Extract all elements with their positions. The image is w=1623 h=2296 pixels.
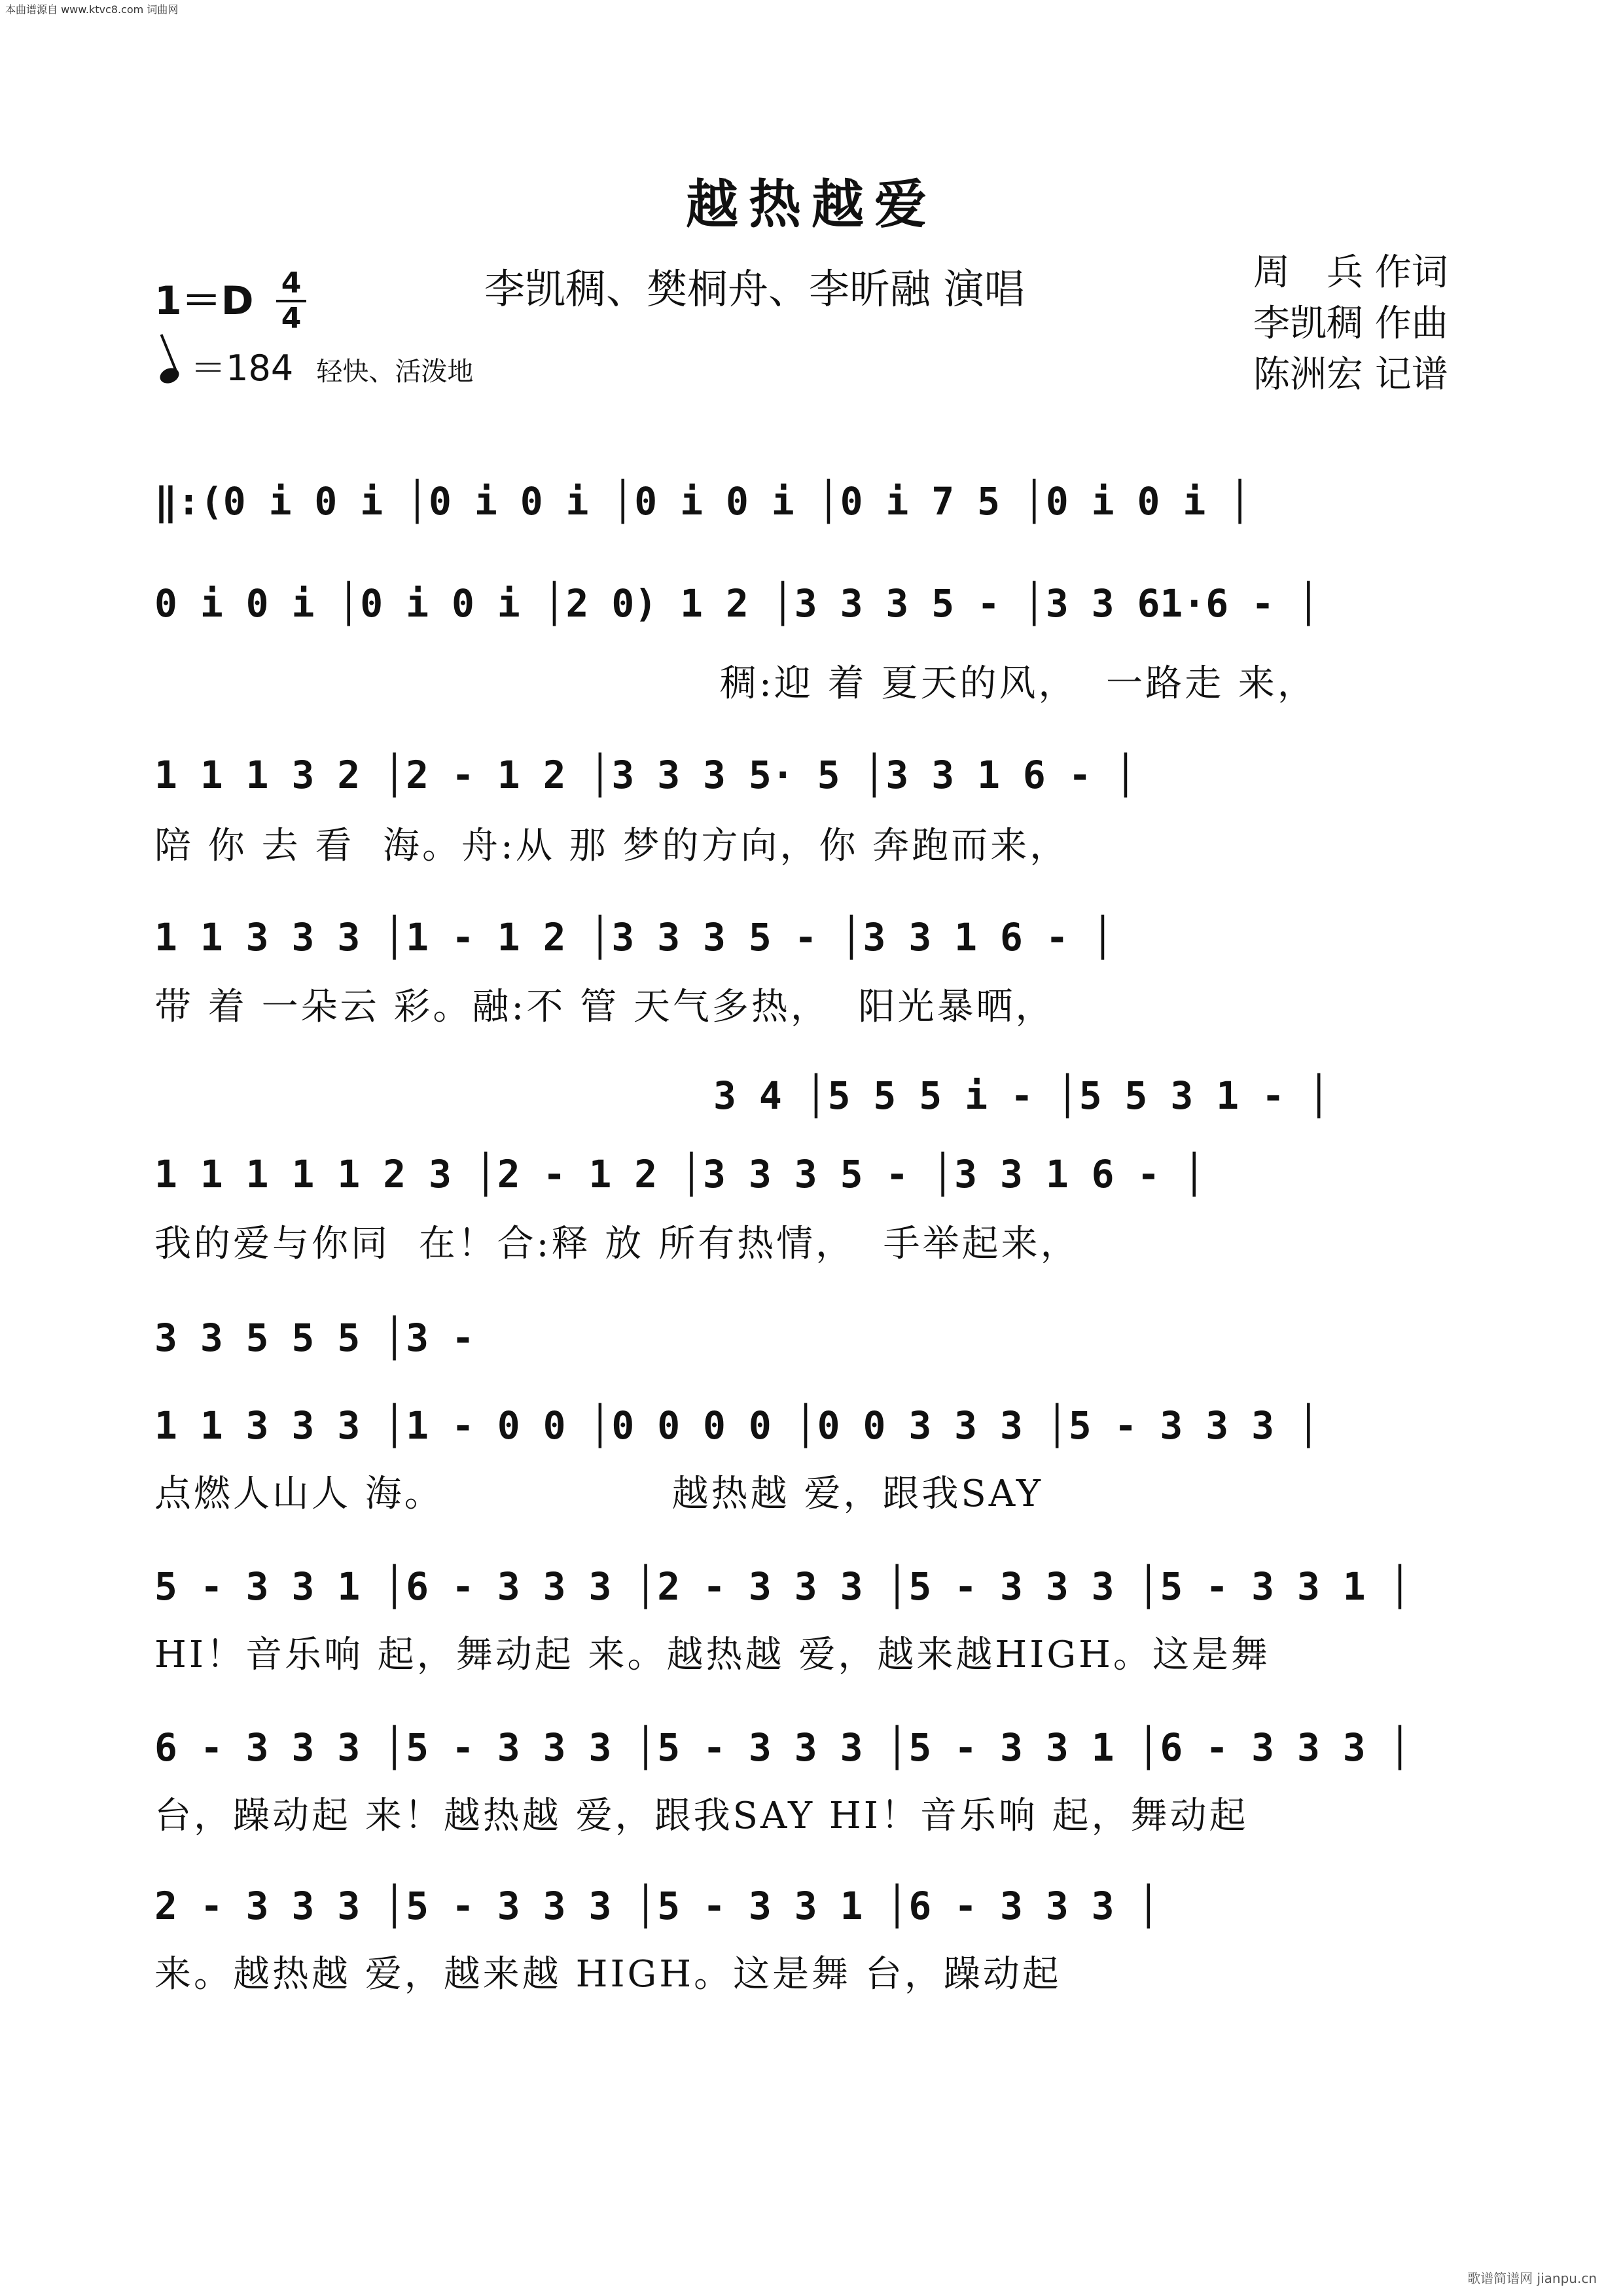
tempo-style: 轻快、活泼地 [316,357,474,387]
lyric-line-8: 来。越热越 爱，越来越 HIGH。这是舞 台，躁动起 [154,1953,1061,1996]
notation-line-4: 1 1 3 3 3 │1 - 1 2 │3 3 3 5 - │3 3 1 6 - │ [154,915,1115,960]
notation-line-5: 3 4 │5 5 5 i - │5 5 3 1 - │ [713,1073,1330,1118]
quarter-note-icon [158,365,181,386]
lyric-line-2: 陪 你 去 看 海。舟:从 那 梦的方向，你 奔跑而来， [154,825,1069,867]
notation-line-10: 6 - 3 3 3 │5 - 3 3 3 │5 - 3 3 3 │5 - 3 3 1 │6 - 3 3 3 │ [154,1725,1412,1770]
transcriber-credit: 陈洲宏 记谱 [1253,353,1448,396]
lyric-line-7: 台，躁动起 来！越热越 爱，跟我SAY HI！音乐响 起，舞动起 [154,1795,1249,1837]
tempo-value: ＝184 [190,348,294,389]
performers: 李凯稠、樊桐舟、李昕融 演唱 [484,265,1025,313]
notation-line-9: 5 - 3 3 1 │6 - 3 3 3 │2 - 3 3 3 │5 - 3 3 3 │5 - 3 3 1 │ [154,1564,1412,1609]
header-source-note: 本曲谱源自 www.ktvc8.com 词曲网 [5,3,179,16]
time-signature [276,267,306,335]
key-signature: 1＝D [154,278,254,324]
lyric-line-3: 带 着 一朵云 彩。融:不 管 天气多热， 阳光暴晒， [154,986,1055,1028]
notation-line-11: 2 - 3 3 3 │5 - 3 3 3 │5 - 3 3 1 │6 - 3 3 3 │ [154,1884,1160,1928]
lyric-line-1: 稠:迎 着 夏天的风， 一路走 来， [720,662,1317,705]
footer-watermark: 歌谱简谱网 jianpu.cn [1467,2270,1597,2286]
lyric-line-4: 我的爱与你同 在！合:释 放 所有热情， 手举起来， [154,1223,1080,1265]
meter-top: 4 [281,266,302,300]
composer-credit: 李凯稠 作曲 [1253,302,1448,345]
song-title: 越热越爱 [686,173,937,235]
notation-line-1: ‖:(0 i 0 i │0 i 0 i │0 i 0 i │0 i 7 5 │0 i 0 i │ [154,479,1252,524]
notation-line-8: 1 1 3 3 3 │1 - 0 0 │0 0 0 0 │0 0 3 3 3 │5 - 3 3 3 │ [154,1403,1320,1448]
notation-line-6: 1 1 1 1 1 2 3 │2 - 1 2 │3 3 3 5 - │3 3 1 6 - │ [154,1152,1206,1196]
notation-line-7: 3 3 5 5 5 │3 - [154,1316,474,1360]
lyric-line-5: 点燃人山人 海。 越热越 爱，跟我SAY [154,1473,1043,1515]
meter-bottom: 4 [276,300,306,335]
notation-line-3: 1 1 1 3 2 │2 - 1 2 │3 3 3 5· 5 │3 3 1 6 - │ [154,753,1137,797]
lyricist-credit: 周 兵 作词 [1253,251,1448,294]
tempo-marking [154,340,473,391]
lyric-line-6: HI！音乐响 起，舞动起 来。越热越 爱，越来越HIGH。这是舞 [154,1634,1270,1676]
notation-line-2: 0 i 0 i │0 i 0 i │2 0) 1 2 │3 3 3 5 - │3 3 61·6 - │ [154,581,1320,626]
